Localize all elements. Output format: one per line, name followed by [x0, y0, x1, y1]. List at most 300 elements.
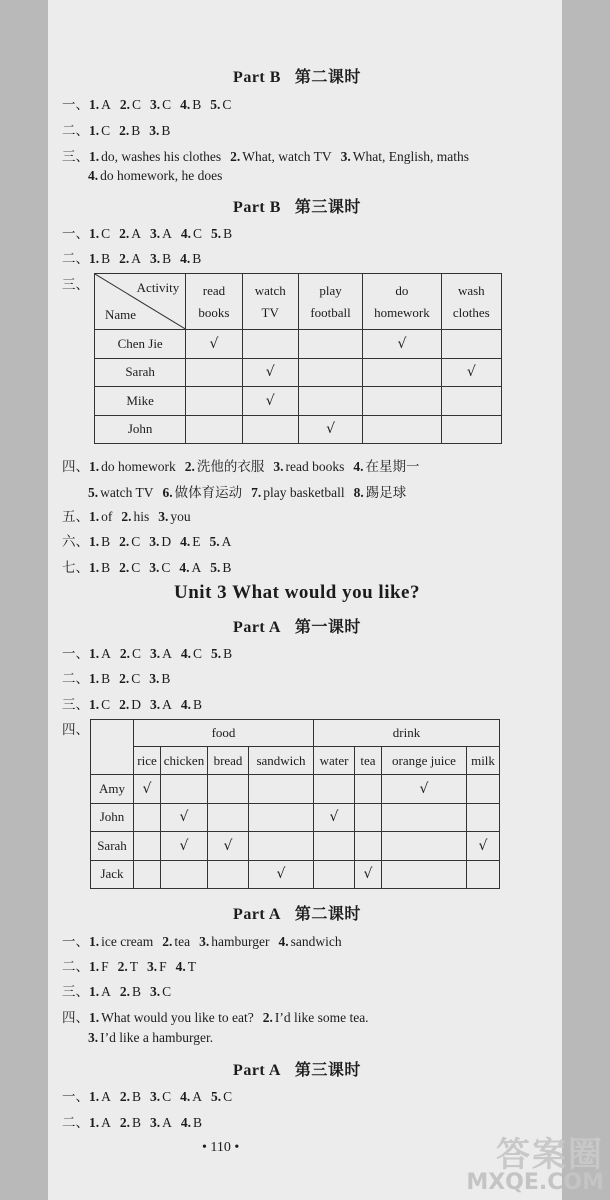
column-header: orange juice: [382, 747, 467, 775]
item-number: 3.: [149, 123, 160, 138]
food-drink-table: [90, 719, 500, 889]
question-number: 四、: [62, 459, 89, 474]
check-cell: [355, 803, 382, 832]
answer-line: [62, 247, 201, 267]
item-number: 2.: [119, 984, 130, 999]
check-cell: [134, 832, 161, 861]
item-number: 3.: [150, 646, 161, 661]
heading-part: Part A: [233, 619, 281, 636]
item-number: 4.: [180, 1115, 192, 1130]
answer-item: [119, 697, 141, 712]
answer-item: [88, 168, 222, 183]
answer-line: [62, 667, 170, 687]
answer-item: [150, 251, 171, 266]
item-number: 4.: [180, 646, 192, 661]
item-number: 4.: [175, 959, 186, 974]
item-answer: I’d like a hamburger.: [100, 1030, 214, 1045]
item-answer: tea: [174, 934, 191, 949]
table-row: [95, 415, 502, 444]
item-number: 2.: [119, 646, 130, 661]
answer-line: [62, 145, 469, 165]
item-answer: 在星期一: [365, 459, 420, 474]
item-number: 2.: [119, 697, 130, 712]
table-row: [91, 860, 500, 889]
item-number: 5.: [211, 226, 222, 241]
answer-item: [278, 934, 341, 949]
answer-line: [62, 642, 232, 662]
answer-line: [62, 93, 231, 113]
answer-item: [181, 697, 202, 712]
item-number: 3.: [149, 560, 160, 575]
item-answer: B: [223, 226, 233, 241]
heading-lesson: 第三课时: [294, 1062, 361, 1079]
answer-line: [62, 222, 232, 242]
item-number: 3.: [149, 671, 160, 686]
answer-item: [180, 1089, 202, 1104]
column-header: milk: [467, 747, 500, 775]
table-corner-cell: [95, 274, 186, 330]
column-header: rice: [134, 747, 161, 775]
item-answer: A: [131, 251, 142, 266]
item-answer: What, English, maths: [352, 149, 469, 164]
check-cell: √: [363, 330, 441, 359]
heading-lesson: 第一课时: [294, 619, 361, 636]
item-number: 5.: [209, 534, 220, 549]
item-answer: C: [223, 1089, 233, 1104]
answer-item: [354, 485, 407, 500]
item-number: 8.: [353, 485, 364, 500]
answer-item: [88, 485, 154, 500]
answer-item: [89, 697, 110, 712]
answer-item: [181, 646, 202, 661]
check-cell: [441, 415, 501, 444]
item-answer: B: [101, 534, 111, 549]
answer-item: [210, 97, 231, 112]
question-number: 四、: [62, 1010, 89, 1025]
answer-line: [62, 1085, 232, 1105]
answer-line: [62, 1111, 202, 1131]
check-cell: [363, 387, 441, 416]
item-answer: C: [222, 97, 232, 112]
answer-item: [150, 646, 172, 661]
check-cell: [298, 387, 362, 416]
group-header-food: food: [134, 720, 314, 747]
item-answer: B: [101, 671, 111, 686]
answer-item: [353, 459, 419, 474]
answer-item: [118, 959, 138, 974]
check-cell: [363, 358, 441, 387]
item-answer: his: [133, 509, 150, 524]
row-name: Sarah: [91, 832, 134, 861]
answer-item: [180, 534, 200, 549]
item-number: 3.: [150, 984, 161, 999]
check-cell: √: [242, 358, 298, 387]
answer-item: [176, 959, 196, 974]
item-number: 5.: [210, 97, 221, 112]
item-answer: hamburger: [211, 934, 270, 949]
item-answer: watch TV: [100, 485, 154, 500]
item-answer: sandwich: [290, 934, 342, 949]
table-row: [91, 803, 500, 832]
item-number: 4.: [180, 251, 191, 266]
question-number: 七、: [62, 560, 89, 575]
check-cell: [314, 860, 355, 889]
question-number: 六、: [62, 534, 89, 549]
answer-item: [149, 534, 171, 549]
item-number: 3.: [150, 226, 161, 241]
item-number: 2.: [162, 934, 173, 949]
answer-item: [211, 226, 232, 241]
item-number: 4.: [180, 697, 192, 712]
check-cell: √: [208, 832, 249, 861]
item-number: 1.: [89, 671, 100, 686]
answer-item: [162, 934, 190, 949]
column-header: wash clothes: [441, 274, 501, 330]
item-answer: B: [223, 646, 233, 661]
answer-item: [89, 560, 110, 575]
item-number: 5.: [88, 485, 99, 500]
item-number: 1.: [89, 959, 100, 974]
item-number: 3.: [150, 97, 161, 112]
answer-line: [62, 693, 202, 713]
item-answer: C: [162, 1089, 172, 1104]
item-answer: A: [162, 1115, 172, 1130]
check-cell: [161, 860, 208, 889]
check-cell: √: [242, 387, 298, 416]
heading-part: Part B: [233, 199, 281, 216]
section-heading: [62, 64, 532, 87]
check-cell: √: [186, 330, 242, 359]
question-number: 二、: [62, 671, 89, 686]
item-number: 4.: [179, 560, 190, 575]
column-header: water: [314, 747, 355, 775]
question-number: 二、: [62, 123, 89, 138]
check-cell: [382, 803, 467, 832]
answer-item: [150, 1089, 171, 1104]
item-number: 3.: [150, 1115, 161, 1130]
item-number: 1.: [89, 123, 100, 138]
item-answer: T: [129, 959, 139, 974]
check-cell: [208, 803, 249, 832]
answer-item: [89, 509, 112, 524]
answer-item: [119, 671, 140, 686]
answer-item: [89, 1115, 111, 1130]
answer-item: [119, 226, 141, 241]
answer-item: [181, 226, 202, 241]
answer-line: [62, 505, 191, 525]
answer-item: [211, 646, 232, 661]
check-cell: [186, 415, 242, 444]
check-cell: [314, 832, 355, 861]
item-number: 1.: [89, 646, 100, 661]
answer-item: [163, 485, 243, 500]
answer-item: [147, 959, 167, 974]
section-heading: [62, 194, 532, 217]
item-number: 2.: [119, 671, 130, 686]
section-heading: [62, 614, 532, 637]
item-answer: C: [162, 97, 172, 112]
answer-item: [89, 959, 109, 974]
unit-title: Unit 3 What would you like?: [174, 582, 420, 603]
item-number: 3.: [340, 149, 351, 164]
table-row: [95, 387, 502, 416]
item-number: 3.: [150, 251, 161, 266]
item-number: 2.: [119, 123, 130, 138]
answer-item: [181, 1115, 202, 1130]
heading-part: Part A: [233, 906, 281, 923]
item-answer: E: [192, 534, 201, 549]
item-number: 1.: [89, 984, 100, 999]
item-answer: play basketball: [263, 485, 345, 500]
item-number: 4.: [180, 1089, 191, 1104]
item-answer: C: [161, 560, 171, 575]
check-cell: √: [314, 803, 355, 832]
check-cell: [134, 803, 161, 832]
question-number: 二、: [62, 251, 89, 266]
item-number: 1.: [89, 1115, 100, 1130]
item-answer: T: [187, 959, 197, 974]
watermark-logo: [466, 1135, 604, 1195]
watermark-url: MXQE.COM: [466, 1170, 604, 1195]
answer-label: 三、: [62, 277, 89, 292]
answer-line: [88, 168, 222, 184]
question-number: 三、: [62, 697, 89, 712]
item-answer: D: [131, 697, 142, 712]
item-answer: B: [162, 251, 172, 266]
item-number: 1.: [89, 459, 100, 474]
answer-item: [89, 251, 110, 266]
item-answer: B: [131, 123, 141, 138]
item-answer: D: [161, 534, 172, 549]
check-cell: [161, 775, 208, 804]
check-cell: [186, 387, 242, 416]
table-row: [95, 358, 502, 387]
item-number: 3.: [158, 509, 169, 524]
check-cell: [208, 775, 249, 804]
answer-line: [62, 530, 231, 550]
answer-item: [120, 97, 141, 112]
answer-line: [62, 119, 170, 139]
check-cell: [441, 387, 501, 416]
item-number: 1.: [89, 697, 100, 712]
answer-item: [89, 671, 110, 686]
column-header: tea: [355, 747, 382, 775]
answer-item: [149, 671, 170, 686]
answer-item: [341, 149, 469, 164]
answer-item: [119, 534, 140, 549]
item-number: 2.: [119, 97, 130, 112]
question-number: 一、: [62, 934, 89, 949]
column-header: do homework: [363, 274, 441, 330]
answer-item: [150, 1115, 172, 1130]
heading-lesson: 第二课时: [294, 69, 361, 86]
item-answer: C: [131, 534, 141, 549]
item-answer: A: [162, 226, 172, 241]
item-answer: A: [162, 646, 172, 661]
item-number: 1.: [89, 534, 100, 549]
check-cell: [382, 860, 467, 889]
item-number: 4.: [180, 226, 192, 241]
answer-item: [89, 123, 110, 138]
answer-line: [62, 955, 196, 975]
row-name: Mike: [95, 387, 186, 416]
item-number: 3.: [88, 1030, 99, 1045]
table-row: [91, 775, 500, 804]
answer-item: [180, 97, 201, 112]
answer-item: [89, 1089, 111, 1104]
item-number: 2.: [117, 959, 128, 974]
row-name: John: [91, 803, 134, 832]
check-cell: [249, 832, 314, 861]
item-number: 2.: [119, 1089, 130, 1104]
answer-item: [180, 251, 201, 266]
item-number: 5.: [211, 1089, 222, 1104]
heading-lesson: 第二课时: [294, 906, 361, 923]
item-number: 1.: [89, 934, 100, 949]
item-number: 4.: [180, 97, 191, 112]
item-number: 4.: [180, 534, 191, 549]
item-number: 3.: [199, 934, 210, 949]
item-answer: B: [192, 251, 202, 266]
item-answer: I’d like some tea.: [274, 1010, 369, 1025]
item-number: 3.: [150, 1089, 161, 1104]
answer-item: [230, 149, 331, 164]
item-number: 2.: [119, 226, 130, 241]
heading-part: Part A: [233, 1062, 281, 1079]
check-cell: √: [298, 415, 362, 444]
item-answer: C: [162, 984, 172, 999]
answer-item: [210, 560, 231, 575]
item-number: 3.: [150, 697, 161, 712]
answer-item: [89, 646, 111, 661]
item-number: 4.: [353, 459, 364, 474]
question-number: 三、: [62, 149, 89, 164]
answer-line: [62, 980, 171, 1000]
answer-item: [119, 251, 141, 266]
item-answer: C: [131, 560, 141, 575]
answer-item: [150, 226, 172, 241]
answer-line: [62, 1006, 369, 1026]
answer-item: [150, 97, 171, 112]
check-cell: [441, 330, 501, 359]
check-cell: [382, 832, 467, 861]
item-number: 2.: [262, 1010, 273, 1025]
question-number: 一、: [62, 1089, 89, 1104]
item-answer: A: [162, 697, 172, 712]
answer-item: [89, 226, 110, 241]
question-number: 三、: [62, 984, 89, 999]
item-answer: F: [159, 959, 167, 974]
check-cell: √: [382, 775, 467, 804]
item-answer: A: [101, 1089, 111, 1104]
answer-item: [89, 934, 153, 949]
question-number: 一、: [62, 646, 89, 661]
item-answer: of: [101, 509, 113, 524]
item-number: 1.: [89, 1010, 100, 1025]
item-answer: B: [132, 1089, 142, 1104]
answer-item: [149, 560, 170, 575]
answer-item: [119, 123, 140, 138]
answer-item: [119, 560, 140, 575]
watermark-text: 答案圈: [496, 1135, 604, 1175]
check-cell: [242, 330, 298, 359]
item-answer: B: [132, 984, 142, 999]
row-name: Amy: [91, 775, 134, 804]
check-cell: √: [355, 860, 382, 889]
answer-item: [89, 97, 111, 112]
question-number: 二、: [62, 1115, 89, 1130]
table-row: [91, 832, 500, 861]
answer-line: [62, 556, 231, 576]
answer-item: [263, 1010, 369, 1025]
column-header: sandwich: [249, 747, 314, 775]
answer-line: [62, 930, 342, 950]
item-answer: A: [221, 534, 232, 549]
answer-item: [121, 509, 149, 524]
item-number: 2.: [119, 1115, 130, 1130]
check-cell: [249, 803, 314, 832]
item-answer: 洗他的衣服: [196, 459, 265, 474]
check-cell: [134, 860, 161, 889]
column-header: chicken: [161, 747, 208, 775]
item-answer: B: [101, 251, 111, 266]
answer-item: [89, 149, 221, 164]
check-cell: √: [161, 803, 208, 832]
column-header: watch TV: [242, 274, 298, 330]
item-answer: C: [101, 226, 111, 241]
item-answer: C: [193, 646, 203, 661]
item-answer: B: [222, 560, 232, 575]
item-answer: B: [161, 671, 171, 686]
item-answer: A: [191, 560, 202, 575]
activity-table: [94, 273, 502, 444]
check-cell: [298, 358, 362, 387]
corner-bottom-label: Name: [105, 307, 137, 322]
answer-item: [149, 123, 170, 138]
answer-item: [185, 459, 265, 474]
check-cell: [186, 358, 242, 387]
answer-item: [89, 984, 111, 999]
item-number: 6.: [162, 485, 173, 500]
item-number: 1.: [89, 1089, 100, 1104]
page-number: • 110 •: [202, 1140, 240, 1155]
item-number: 4.: [278, 934, 289, 949]
item-answer: C: [132, 646, 142, 661]
item-answer: A: [131, 226, 142, 241]
answer-item: [210, 534, 232, 549]
item-number: 2.: [119, 534, 130, 549]
heading-part: Part B: [233, 69, 281, 86]
question-number: 二、: [62, 959, 89, 974]
check-cell: √: [161, 832, 208, 861]
question-number: 五、: [62, 509, 89, 524]
section-heading: [62, 901, 532, 924]
table-corner-cell: [91, 720, 134, 775]
answer-item: [120, 984, 141, 999]
check-cell: √: [134, 775, 161, 804]
answer-line: [88, 481, 406, 501]
item-number: 5.: [211, 646, 222, 661]
column-header: play football: [298, 274, 362, 330]
answer-label: 四、: [62, 722, 89, 737]
item-answer: C: [132, 97, 142, 112]
answer-item: [89, 459, 176, 474]
item-answer: do homework: [101, 459, 176, 474]
item-number: 2.: [230, 149, 241, 164]
item-answer: B: [132, 1115, 142, 1130]
item-answer: A: [101, 97, 111, 112]
check-cell: [467, 775, 500, 804]
